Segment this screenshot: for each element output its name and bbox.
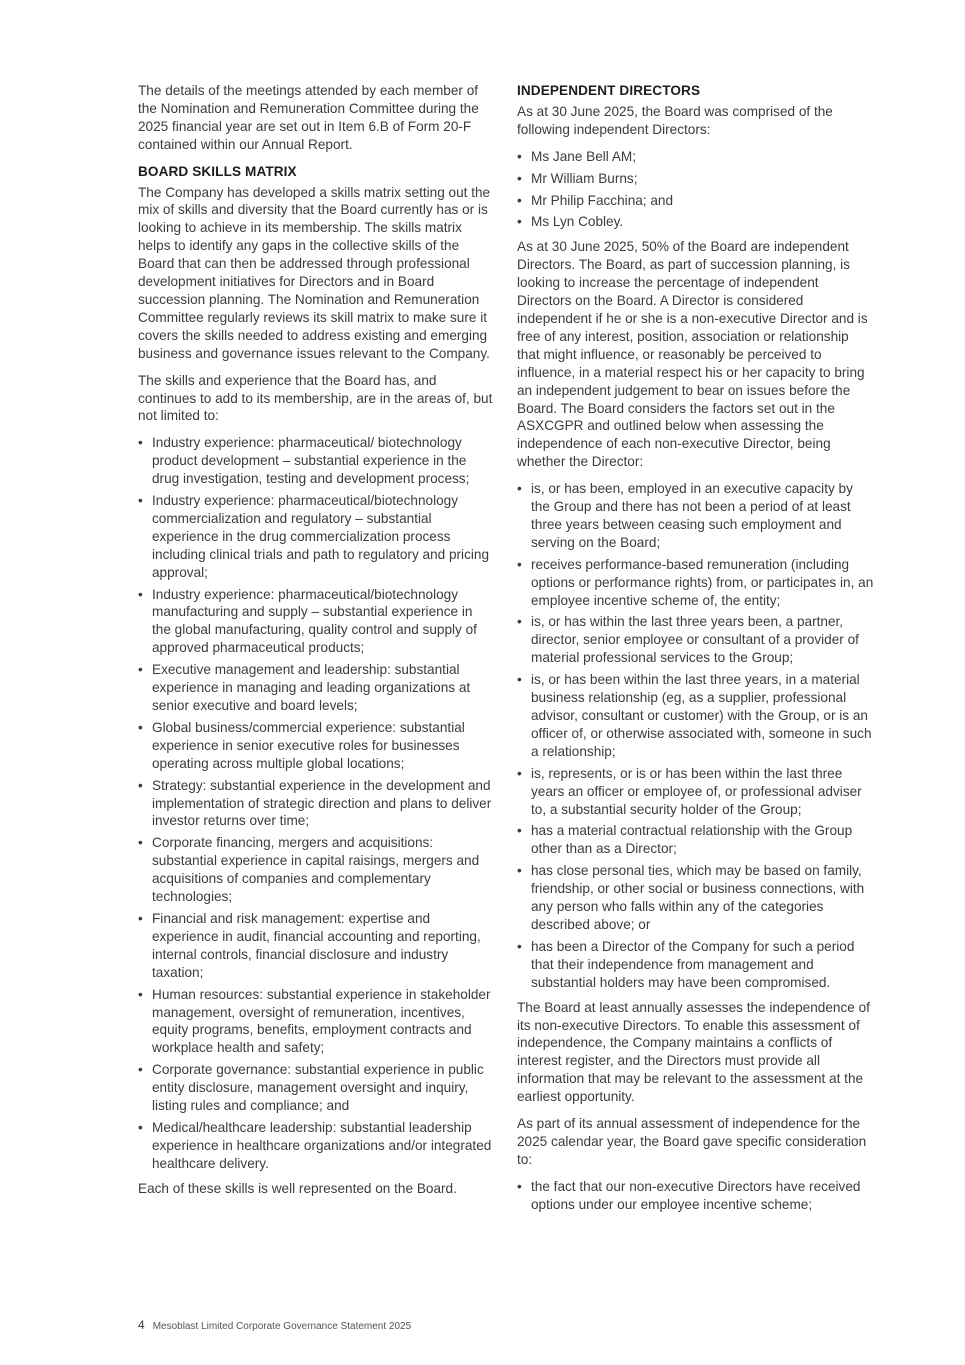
list-item: • Global business/commercial experience: substantial experience in senior executive roles for businesses operating across multiple global locations; <box>138 719 495 773</box>
list-item: • Ms Lyn Cobley. <box>517 213 875 231</box>
annual-assessment-paragraph: The Board at least annually assesses the independence of its non-executive Directors. To enable this assessment of independence, the Company maintains a conflicts of interest register, and the Directors must provide all information that may be relevant to the assessment at the earliest opportunity. <box>517 999 870 1105</box>
list-item: • Human resources: substantial experience in stakeholder management, oversight of remuneration, incentives, equity programs, benefits, employment contracts and workplace health and safety; <box>138 986 495 1058</box>
list-item: • Mr Philip Facchina; and <box>517 192 875 210</box>
list-item: • Strategy: substantial experience in the development and implementation of strategic direction and plans to deliver investor returns over time; <box>138 777 495 831</box>
skills-intro-paragraph: The skills and experience that the Board has, and continues to add to its membership, are in the areas of, but not limited to: <box>138 372 493 424</box>
skills-closing-paragraph: Each of these skills is well represented on the Board. <box>138 1180 457 1196</box>
right-column <box>517 82 875 1221</box>
list-item: • Industry experience: pharmaceutical/ biotechnology product development – substantial experience in the drug investigation, testing and development process; <box>138 434 495 488</box>
page-footer <box>138 1318 411 1332</box>
independence-paragraph: As at 30 June 2025, 50% of the Board are independent Directors. The Board, as part of succession planning, is looking to increase the percentage of independent Directors on the Board. A Director is considered independent if he or she is a non-executive Director and is free of any interest, position, association or relationship that might influence, or reasonably be perceived to influence, in a material respect his or her capacity to bring an independent judgement to bear on issues before the Board. The Board considers the factors set out in the ASXCGPR and outlined below when assessing the independence of each non-executive Director, being whether the Director: <box>517 239 868 470</box>
list-item: • Corporate financing, mergers and acquisitions: substantial experience in capital raisings, mergers and acquisitions of companies and complementary technologies; <box>138 834 495 906</box>
consideration-list <box>517 1178 875 1214</box>
list-item: • Ms Jane Bell AM; <box>517 148 875 166</box>
list-item: • is, or has been within the last three years, in a material business relationship (eg, as a supplier, professional advisor, consultant or customer) with the Group, or is an officer of, or otherwise associated with, someone in such a relationship; <box>517 671 875 761</box>
list-item: • Medical/healthcare leadership: substantial leadership experience in healthcare organizations and/or integrated healthcare delivery. <box>138 1119 495 1173</box>
board-skills-matrix-heading: BOARD SKILLS MATRIX <box>138 163 297 179</box>
list-item: • Financial and risk management: expertise and experience in audit, financial accounting and reporting, internal controls, financial disclosure and industry taxation; <box>138 910 495 982</box>
skills-list <box>138 434 495 1172</box>
list-item: • Corporate governance: substantial experience in public entity disclosure, management oversight and inquiry, listing rules and compliance; and <box>138 1061 495 1115</box>
skills-matrix-paragraph: The Company has developed a skills matrix setting out the mix of skills and diversity that the Board currently has or is looking to achieve in its membership. The skills matrix helps to identify any gaps in the collective skills of the Board that can then be addressed through professional development initiatives for Directors and in Board succession planning. The Nomination and Remuneration Committee regularly reviews its skill matrix to make sure it covers the skills needed to address existing and emerging business and governance issues relevant to the Company. <box>138 184 491 361</box>
independence-factors-list <box>517 480 875 991</box>
list-item: • is, or has been, employed in an executive capacity by the Group and there has not been a period of at least three years between ceasing such employment and serving on the Board; <box>517 480 875 552</box>
footer-text: Mesoblast Limited Corporate Governance Statement 2025 <box>152 1321 412 1332</box>
intro-paragraph: The details of the meetings attended by each member of the Nomination and Remuneration Committee during the 2025 financial year are set out in Item 6.B of Form 20-F contained within our Annual Report. <box>138 83 479 152</box>
list-item: • has been a Director of the Company for such a period that their independence from management and substantial holders may have been compromised. <box>517 938 875 992</box>
list-item: • has a material contractual relationship with the Group other than as a Director; <box>517 822 875 858</box>
list-item: • is, represents, or is or has been within the last three years an officer or employee of, or professional adviser to, a substantial security holder of the Group; <box>517 765 875 819</box>
list-item: • the fact that our non-executive Directors have received options under our employee incentive scheme; <box>517 1178 875 1214</box>
directors-list <box>517 148 875 232</box>
consideration-intro-paragraph: As part of its annual assessment of independence for the 2025 calendar year, the Board gave specific consideration to: <box>517 1116 867 1167</box>
list-item: • Industry experience: pharmaceutical/biotechnology commercialization and regulatory – substantial experience in the drug commercialization process including clinical trials and path to regulatory and pricing approval; <box>138 492 495 582</box>
list-item: • is, or has within the last three years been, a partner, director, senior employee or consultant of a provider of material professional services to the Group; <box>517 613 875 667</box>
independent-directors-heading: INDEPENDENT DIRECTORS <box>517 83 701 98</box>
list-item: • Executive management and leadership: substantial experience in managing and leading organizations at senior executive and board levels; <box>138 661 495 715</box>
list-item: • receives performance-based remuneration (including options or performance rights) from, or participates in, an employee incentive scheme of, the entity; <box>517 556 875 610</box>
list-item: • Industry experience: pharmaceutical/biotechnology manufacturing and supply – substantial experience in the global manufacturing, quality control and supply of approved pharmaceutical products; <box>138 586 495 658</box>
page-number: 4 <box>138 1318 145 1332</box>
left-column <box>138 82 495 1207</box>
list-item: • Mr William Burns; <box>517 170 875 188</box>
directors-intro-paragraph: As at 30 June 2025, the Board was comprised of the following independent Directors: <box>517 103 833 137</box>
list-item: • has close personal ties, which may be based on family, friendship, or other social or business connections, with any person who falls within any of the categories described above; or <box>517 862 875 934</box>
